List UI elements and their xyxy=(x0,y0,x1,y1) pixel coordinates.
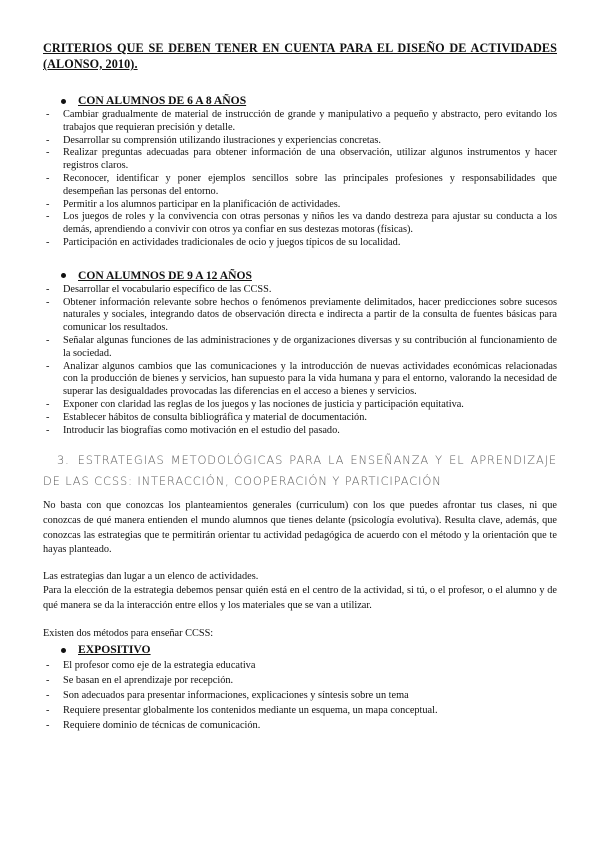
list-item: - Señalar algunas funciones de las administraciones y de organizaciones diversas y su contribución al funcionamiento de la sociedad. xyxy=(43,335,557,361)
bullet-icon xyxy=(61,99,66,104)
list-item: - Establecer hábitos de consulta bibliográfica y material de documentación. xyxy=(43,412,557,425)
paragraph-strategies: Las estrategias dan lugar a un elenco de actividades. xyxy=(43,570,259,582)
list-item: - Permitir a los alumnos participar en la planificación de actividades. xyxy=(43,199,557,212)
list-item: - El profesor como eje de la estrategia educativa xyxy=(43,658,557,673)
section-6-8 xyxy=(43,93,557,250)
section-9-12-heading xyxy=(61,268,557,284)
section-9-12-list xyxy=(43,284,557,438)
list-item: - Participación en actividades tradicionales de ocio y juegos típicos de su localidad. xyxy=(43,237,557,250)
bullet-icon xyxy=(61,648,66,653)
list-item: - Obtener información relevante sobre hechos o fenómenos previamente delimitados, hacer predicciones sobre sucesos naturales y sociales, integrando datos de observación directa e indirecta a partir de la consulta de fuentes básicas para comunicar los resultados. xyxy=(43,297,557,335)
section-6-8-list xyxy=(43,109,557,250)
list-item: - Los juegos de roles y la convivencia con otras personas y niños les va dando destreza para ajustar su conducta a los demás, aprendiendo a convivir con otros ya confiar en sus destezas motoras (físicas). xyxy=(43,211,557,237)
section-3-title: ESTRATEGIAS METODOLÓGICAS PARA LA ENSEÑANZA Y EL APRENDIZAJE DE LAS CCSS: INTERACCIÓN, COOPERACIÓN Y PARTICIPACIÓN xyxy=(43,453,557,489)
list-item: - Cambiar gradualmente de material de instrucción de grande y manipulativo a pequeño y abstracto, pero evitando los trabajos que requieran precisión y detalle. xyxy=(43,109,557,135)
document-title xyxy=(43,40,557,72)
section-9-12 xyxy=(43,268,557,438)
section-9-12-heading-text: CON ALUMNOS DE 9 A 12 AÑOS xyxy=(78,268,252,282)
section-expositivo xyxy=(43,642,557,733)
list-item: - Requiere presentar globalmente los contenidos mediante un esquema, un mapa conceptual. xyxy=(43,703,557,718)
list-item: - Realizar preguntas adecuadas para obtener información de una observación, utilizar algunos instrumentos y hacer registros claros. xyxy=(43,147,557,173)
expositivo-heading-text: EXPOSITIVO xyxy=(78,643,151,657)
expositivo-list xyxy=(43,658,557,733)
list-item: - Exponer con claridad las reglas de los juegos y las nociones de justicia y participación equitativa. xyxy=(43,399,557,412)
list-item: - Reconocer, identificar y poner ejemplos sencillos sobre las principales profesiones y responsabilidades que desempeñan las personas del entorno. xyxy=(43,173,557,199)
section-6-8-heading xyxy=(61,93,557,109)
section-3-number: 3. xyxy=(57,453,70,468)
section-3-heading xyxy=(43,450,557,492)
list-item: - Requiere dominio de técnicas de comunicación. xyxy=(43,718,557,733)
document-page xyxy=(43,40,557,733)
section-6-8-heading-text: CON ALUMNOS DE 6 A 8 AÑOS xyxy=(78,94,247,107)
list-item: - Analizar algunos cambios que las comunicaciones y la introducción de nuevas actividades económicas relacionadas con la producción de bienes y servicios, han supuesto para la vida humana y para el entorno, valorando la necesidad de superar las desigualdades provocadas las diferencias en el acceso a bienes y servicios. xyxy=(43,361,557,399)
list-item: - Son adecuados para presentar informaciones, explicaciones y síntesis sobre un tema xyxy=(43,688,557,703)
list-item: - Desarrollar el vocabulario específico de las CCSS. xyxy=(43,284,557,297)
list-item: - Introducir las biografías como motivación en el estudio del pasado. xyxy=(43,425,557,438)
expositivo-heading xyxy=(61,642,557,658)
title-line-1: CRITERIOS QUE SE DEBEN TENER EN CUENTA PARA EL DISEÑO DE ACTIVIDADES xyxy=(43,41,557,55)
title-line-2: (ALONSO, 2010). xyxy=(43,57,138,71)
list-item: - Se basan en el aprendizaje por recepción. xyxy=(43,673,557,688)
paragraph-choice: Para la elección de la estrategia debemos pensar quién está en el centro de la actividad, si tú, o el profesor, o el alumno y de qué manera se da la interacción entre ellos y los materiales que se van a utilizar. xyxy=(43,585,557,611)
bullet-icon xyxy=(61,273,66,278)
list-item: - Desarrollar su comprensión utilizando ilustraciones y experiencias concretas. xyxy=(43,135,557,148)
paragraph-intro: No basta con que conozcas los planteamientos generales (curriculum) con los que puedes afrontar tus clases, ni que conozcas de qué manera entienden el mundo alumnos que tienes delante (psicología evolutiva). Resulta clave, además, que conozcas las estrategias que te permitirán orientar tu actividad pedagógica de acuerdo con el método y la orientación que te hayas planteado. xyxy=(43,500,557,556)
paragraph-methods: Existen dos métodos para enseñar CCSS: xyxy=(43,628,214,640)
